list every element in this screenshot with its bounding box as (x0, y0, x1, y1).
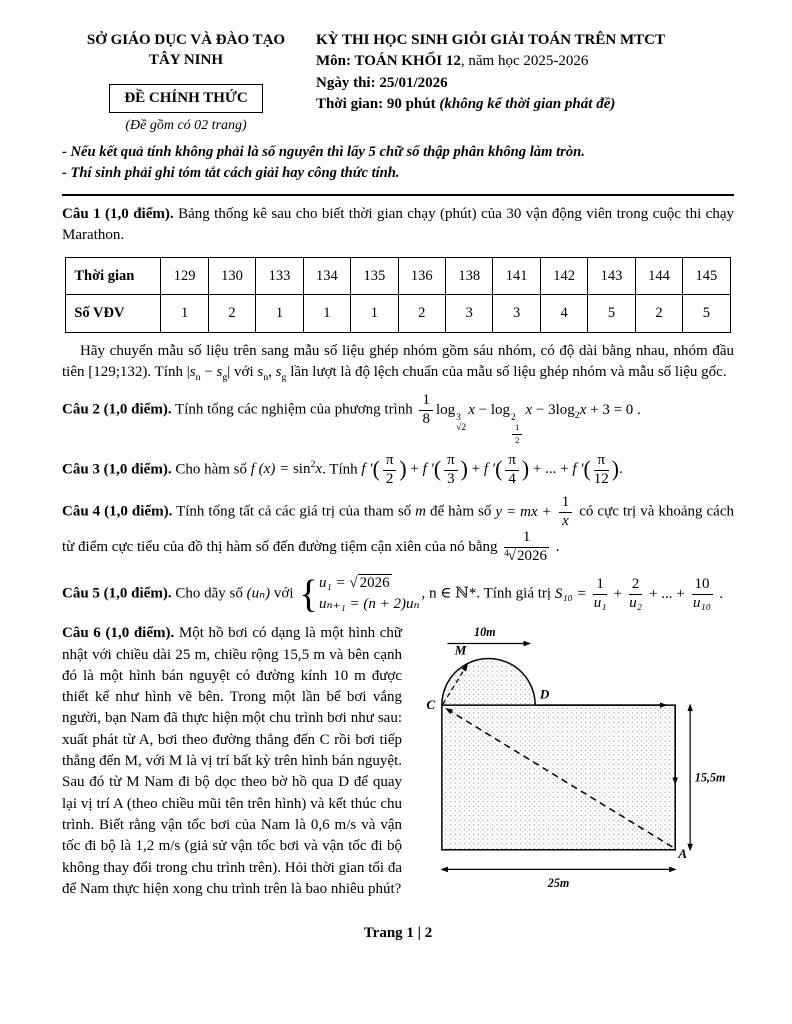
point-m-label: M (454, 642, 467, 658)
count-cell: 3 (445, 295, 492, 333)
instruction-line-1: - Nếu kết quả tính không phải là số nguyên thì lấy 5 chữ số thập phân không làm tròn. (62, 143, 585, 160)
function-y: y = mx + $\frac{1}{x}$ (495, 504, 575, 520)
fraction-1-root2026: $\frac{1}{^4√ 2026}$ (504, 528, 548, 565)
fraction-2-u2: $\frac{2}{\text{u₂}}$ (629, 575, 642, 611)
question-6 (62, 623, 734, 912)
question-4-label: Câu 4 (1,0 điểm). (62, 503, 173, 520)
school-year: , năm học 2025-2026 (460, 53, 589, 70)
duration-label: Thời gian: 90 phút (316, 95, 440, 112)
parameter-m: m (415, 503, 427, 520)
divider-rule (62, 194, 734, 196)
question-1-task-text: Hãy chuyển mẫu số liệu trên sang mẫu số liệu ghép nhóm gồm sáu nhóm, có độ dài bằng nhau, nhóm đầu tiên [129;132). Tính (62, 342, 734, 381)
count-cell: 2 (208, 295, 255, 333)
count-cell: 5 (683, 295, 730, 333)
province-name: TÂY NINH (148, 52, 224, 69)
subject-name: TOÁN KHỐI 12 (354, 53, 461, 70)
count-cell: 5 (588, 295, 635, 333)
dimension-right-label: 15,5m (694, 770, 726, 785)
subject-label: Môn: (316, 53, 355, 70)
count-cell: 4 (540, 295, 587, 333)
time-cell: 135 (351, 257, 398, 295)
time-cell: 142 (540, 257, 587, 295)
recurrence-system: { u₁ = √ 2026 uₙ₊₁ = (n + 2)uₙ (299, 572, 420, 616)
time-cell: 130 (208, 257, 255, 295)
department-name: SỞ GIÁO DỤC VÀ ĐÀO TẠO (86, 32, 286, 48)
pool-diagram (412, 623, 734, 903)
count-cell: 1 (161, 295, 208, 333)
count-cell: 3 (493, 295, 540, 333)
derivative-sum: f ′( $\frac{\pi}{2}$ ) + f ′( $\frac{\pi}{3}$ ) + f ′( $\frac{\pi}{4}$ ) + ... + f ′( $\frac{\pi}{12}$ ). (361, 451, 623, 487)
count-cell: 2 (398, 295, 445, 333)
log-equation: $\frac{1}{8}$ log 3 √2 x − log 2 $\frac{1}{2}$ $x - 3\log_2x + 3 = 0$ . (416, 402, 640, 418)
point-a-label: A (678, 846, 688, 862)
abs-sn-sg-formula: $|s_n - s_g|$ (186, 364, 231, 384)
question-1-label: Câu 1 (1,0 điểm). (62, 205, 174, 222)
statistics-table (65, 257, 730, 333)
fraction-1-x: $\frac{1}{x}$ (559, 495, 573, 530)
fourth-root-2026: $^4$√ 2026 (504, 547, 548, 565)
fraction-1-2: $\frac{1}{2}$ (512, 423, 522, 445)
time-cell: 143 (588, 257, 635, 295)
fraction-1-u1: $\frac{1}{\text{u₁}}$ (593, 575, 607, 611)
pool-figure (412, 623, 734, 910)
table-row-count (66, 295, 730, 333)
point-d-label: D (539, 686, 550, 702)
brace-glyph: { (299, 572, 318, 616)
fraction-1-8: $\frac{1}{8}$ (419, 393, 433, 428)
issuing-authority-block (62, 30, 310, 136)
header (62, 30, 734, 136)
count-cell: 1 (256, 295, 303, 333)
fraction-pi-3: $\frac{\pi}{3}$ (444, 453, 458, 488)
table-row-time (66, 257, 730, 295)
question-4: Câu 4 (1,0 điểm). Tính tổng tất cả các giá trị của tham số m để hàm số y = mx + $\frac{1}{x}$ có cực trị và khoảng cách từ điểm cực tiểu của đồ thị hàm số đến đường tiệm cận xiên của nó bằng $\frac{1}{^4√ 2026}$ . (62, 494, 734, 565)
point-c-label: C (426, 697, 436, 713)
sqrt-2026: √ 2026 (349, 575, 390, 592)
fraction-10-u10: $\frac{10}{\text{u₁₀}}$ (693, 575, 711, 611)
fraction-pi-2: $\frac{\pi}{2}$ (383, 453, 397, 488)
time-cell: 145 (683, 257, 730, 295)
question-6-label: Câu 6 (1,0 điểm). (62, 625, 175, 642)
subject-line (316, 51, 734, 72)
duration-note: (không kể thời gian phát đề) (439, 95, 616, 112)
instructions (62, 142, 734, 184)
official-exam-box: ĐỀ CHÍNH THỨC (109, 84, 262, 113)
fraction-pi-4: $\frac{\pi}{4}$ (505, 453, 519, 488)
sn-sg-symbols: $s_n$, $s_g$ (257, 364, 287, 384)
time-cell: 133 (256, 257, 303, 295)
dimension-top-label: 10m (474, 625, 496, 640)
question-2: Câu 2 (1,0 điểm). Tính tổng các nghiệm của phương trình $\frac{1}{8}$ log 3 √2 x − log 2 $\frac{1}{2}$ $x - 3\log_2x + 3 = 0$ . (62, 392, 641, 445)
function-definition: f $(x) = \sin^2x$ (250, 459, 323, 478)
question-3-label: Câu 3 (1,0 điểm). (62, 461, 172, 478)
duration-line (316, 94, 734, 115)
question-1-intro (62, 204, 734, 247)
page-number: Trang 1 | 2 (363, 924, 433, 941)
question-3: Câu 3 (1,0 điểm). Cho hàm số f $(x) = \sin^2x$. Tính f ′( $\frac{\pi}{2}$ ) + f ′( $\frac{\pi}{3}$ ) + f ′( $\frac{\pi}{4}$ ) + ... + f ′( $\frac{\pi}{12}$ ). (62, 451, 623, 487)
sum-s10: S₁₀ = $\frac{1}{\text{u₁}}$ + $\frac{2}{\text{u₂}}$ + ... + $\frac{10}{\text{u₁₀}}$ . (554, 575, 724, 611)
count-cell: 2 (635, 295, 682, 333)
semicircle-shape (442, 659, 535, 706)
time-cell: 134 (303, 257, 350, 295)
exam-info-block (310, 30, 734, 136)
time-cell: 144 (635, 257, 682, 295)
question-6-text: Câu 6 (1,0 điểm). Một hồ bơi có dạng là một hình chữ nhật với chiều dài 25 m, chiều rộng 15,5 m và bên cạnh đó là một hình bán nguyệt có đường kính 10 m được thiết kế như hình vẽ bên. Trong một lần bể bơi vắng người, bạn Nam đã thực hiện một chu trình bơi như sau: xuất phát từ A, bơi theo đường thẳng đến C rồi bơi tiếp thẳng đến M, với M là vị trí bất kỳ trên hình bán nguyệt. Sau đó từ M Nam đi bộ dọc theo bờ hồ qua D để quay lại vị trí A (theo chiều mũi tên trên hình) và kết thúc chu trình. Biết rằng vận tốc bơi của Nam là 0,6 m/s và vận tốc đi bộ là 1,2 m/s (giả sử vận tốc bơi và vận tốc đi bộ không thay đổi trong chu trình trên). Hỏi thời gian tối đa để Nam thực hiện xong chu trình trên là bao nhiêu phút? (62, 625, 402, 897)
question-1-text: Bảng thống kê sau cho biết thời gian chạy (phút) của 30 vận động viên trong cuộc thi chạy Marathon. (62, 205, 734, 244)
question-1-task: Hãy chuyển mẫu số liệu trên sang mẫu số liệu ghép nhóm gồm sáu nhóm, có độ dài bằng nhau, nhóm đầu tiên [129;132). Tính $|s_n - s_g|$ với $s_n$, $s_g$ lần lượt là độ lệch chuẩn của mẫu số liệu ghép nhóm và mẫu số liệu gốc. (62, 342, 734, 384)
instruction-line-2: - Thí sinh phải ghi tóm tắt cách giải hay công thức tính. (62, 164, 400, 181)
row-header-count: Số VĐV (66, 295, 161, 333)
row-header-time: Thời gian (66, 257, 161, 295)
distance-value (501, 528, 552, 565)
pages-note: (Đề gồm có 02 trang) (125, 117, 247, 133)
time-cell: 141 (493, 257, 540, 295)
question-5: Câu 5 (1,0 điểm). Cho dãy số (uₙ) với { u₁ = √ 2026 uₙ₊₁ = (n + 2)uₙ , n ∈ ℕ*. Tính giá trị S₁₀ = $\frac{1}{\text{u₁}}$ + $\frac{2}{\text{u₂}}$ + ... + $\frac{10}{\text{u₁₀}}$ . (62, 572, 724, 616)
exam-date: Ngày thi: 25/01/2026 (316, 74, 448, 91)
dimension-bottom-label: 25m (547, 876, 570, 891)
time-cell: 136 (398, 257, 445, 295)
time-cell: 129 (161, 257, 208, 295)
count-cell: 1 (303, 295, 350, 333)
fraction-pi-12: $\frac{\pi}{12}$ (593, 451, 609, 487)
time-cell: 138 (445, 257, 492, 295)
count-cell: 1 (351, 295, 398, 333)
question-2-label: Câu 2 (1,0 điểm). (62, 401, 172, 418)
sequence-symbol: (uₙ) (246, 585, 271, 602)
question-5-label: Câu 5 (1,0 điểm). (62, 585, 172, 602)
exam-title: KỲ THI HỌC SINH GIỎI GIẢI TOÁN TRÊN MTCT (316, 32, 665, 48)
